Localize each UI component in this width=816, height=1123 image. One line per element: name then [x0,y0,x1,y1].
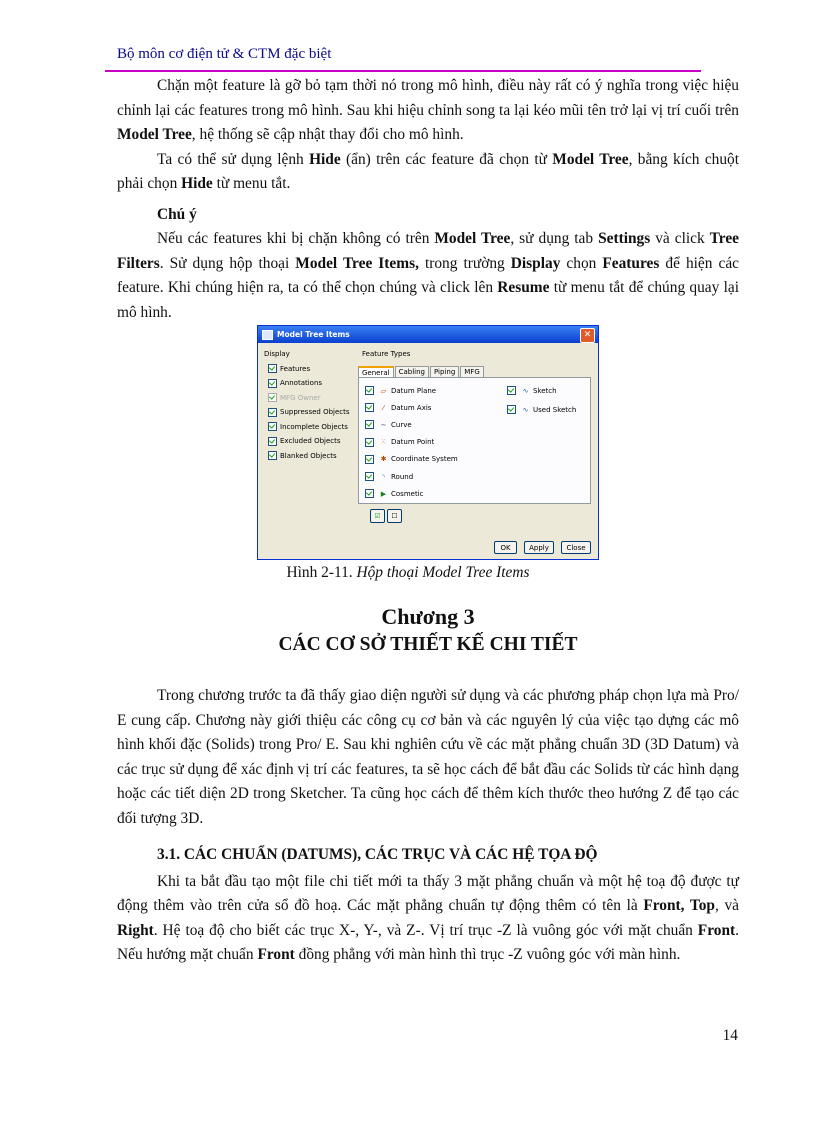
model-tree-items-dialog [257,325,599,560]
checkbox[interactable] [365,403,374,412]
checkbox[interactable] [268,408,277,417]
feature-type-label: Datum Plane [391,386,437,395]
checkbox[interactable] [507,405,516,414]
feature-type-option[interactable] [507,386,557,395]
feature-type-label: Round [391,472,414,481]
checkbox[interactable] [268,364,277,373]
chapter-title: CÁC CƠ SỞ THIẾT KẾ CHI TIẾT [278,634,578,655]
feature-type-label: Sketch [533,386,557,395]
checkbox[interactable] [365,472,374,481]
display-option-label: MFG Owner [280,393,321,402]
display-option [268,393,321,402]
cosmetic-icon: ▶ [380,489,387,498]
header-rule [105,70,701,72]
select-all-button[interactable] [370,509,385,523]
checkbox[interactable] [365,386,374,395]
checkbox[interactable] [365,489,374,498]
tab-cabling[interactable]: Cabling [395,366,429,378]
figure-caption: Hình 2-11. Hộp thoại Model Tree Items [286,564,530,581]
checkbox[interactable] [268,437,277,446]
running-header: Bộ môn cơ điện tử & CTM đặc biệt [117,46,332,62]
datum-plane-icon: ▱ [380,386,387,395]
feature-type-option[interactable] [365,489,423,498]
display-option-label: Features [280,364,311,373]
paragraph-hide: Ta có thể sử dụng lệnh Hide (ẩn) trên các feature đã chọn từ Model Tree, bằng kích chuột phải chọn Hide từ menu tắt. [117,150,740,192]
tab-general[interactable]: General [358,366,394,378]
upper-text-block [117,74,739,325]
sketch-icon: ∿ [522,386,529,395]
apply-button[interactable]: Apply [524,541,554,554]
tab-mfg[interactable]: MFG [460,366,484,378]
checkbox[interactable] [268,379,277,388]
chapter-number: Chương 3 [381,604,475,629]
display-option[interactable] [268,437,341,446]
display-group-label: Display [264,350,290,358]
ok-button[interactable]: OK [494,541,517,554]
dialog-title: Model Tree Items [277,330,350,339]
used-sketch-icon: ∿ [522,405,529,414]
select-all-icon: ☑ [374,512,381,520]
paragraph-suppress: Chặn một feature là gỡ bỏ tạm thời nó trong mô hình, điều này rất có ý nghĩa trong việc hiệu chỉnh lại các features trong mô hình. Sau khi hiệu chỉnh song ta lại kéo mũi tên trở lại vị trí cuối trên Model Tree, hệ thống sẽ cập nhật thay đổi cho mô hình. [117,77,739,143]
display-option[interactable] [268,379,322,388]
feature-type-option[interactable] [507,405,576,414]
paragraph-datums: Khi ta bắt đầu tạo một file chi tiết mới ta thấy 3 mặt phẳng chuẩn và một hệ toạ độ được tự động thêm vào trên cửa sổ đồ hoạ. Các mặt phẳng chuẩn tự động thêm có tên là Front, Top, và Right. Hệ toạ độ cho biết các trục X-, Y-, và Z-. Vị trí trục -Z là vuông góc với mặt chuẩn Front. Nếu hướng mặt chuẩn Front đồng phẳng với màn hình thì trục -Z vuông góc với màn hình. [117,872,739,963]
display-option-label: Excluded Objects [280,437,341,445]
checkbox[interactable] [507,386,516,395]
feature-types-label: Feature Types [362,350,411,358]
feature-type-option[interactable] [365,420,412,429]
feature-type-option[interactable] [365,438,434,447]
checkbox [268,393,277,402]
lower-text-block [117,684,739,968]
display-option-label: Incomplete Objects [280,422,348,431]
dialog-titlebar [258,326,598,343]
display-option[interactable] [268,408,350,417]
checkbox[interactable] [365,455,374,464]
deselect-all-button[interactable] [387,509,402,523]
page-number: 14 [722,1027,738,1044]
curve-icon: ∼ [380,420,387,429]
tab-piping[interactable]: Piping [430,366,459,378]
checkbox[interactable] [268,422,277,431]
close-button[interactable]: Close [561,541,591,554]
datum-axis-icon: ⁄ [382,403,385,412]
feature-type-label: Datum Point [391,438,435,447]
display-option-label: Suppressed Objects [280,408,350,416]
feature-type-option[interactable] [365,386,436,395]
window-icon [262,330,273,340]
coordinate-system-icon: ✱ [380,455,387,464]
display-option-label: Annotations [280,379,323,387]
feature-type-label: Coordinate System [391,455,458,464]
display-option[interactable] [268,422,348,431]
display-option[interactable] [268,364,310,373]
display-option-label: Blanked Objects [280,451,337,460]
note-heading: Chú ý [157,205,197,223]
feature-type-label: Cosmetic [391,489,424,498]
checkbox[interactable] [365,420,374,429]
feature-type-option[interactable] [365,403,431,412]
paragraph-chapter-intro: Trong chương trước ta đã thấy giao diện người sử dụng và các phương pháp chọn lựa mà Pro/ E cung cấp. Chương này giới thiệu các công cụ cơ bản và các nguyên lý của việc tạo dựng các mô hình khối đặc (Solids) trong Pro/ E. Sau khi nghiên cứu về các mặt phẳng chuẩn 3D (3D Datum) và các trục sử dụng để xác định vị trí các features, ta sẽ học cách để bắt đầu các Solids từ các hình dạng hoặc các tiết diện 2D trong Sketcher. Ta cũng học cách để thêm kích thước theo hướng Z để tạo các đối tượng 3D. [117,687,739,827]
close-icon[interactable]: ✕ [580,328,595,343]
section-heading: 3.1. CÁC CHUẨN (DATUMS), CÁC TRỤC VÀ CÁC HỆ TỌA ĐỘ [157,846,598,863]
feature-type-option[interactable] [365,472,413,481]
feature-type-option[interactable] [365,455,458,464]
deselect-all-icon: ☐ [391,512,398,520]
paragraph-note: Nếu các features khi bị chặn không có trên Model Tree, sử dụng tab Settings và click Tree Filters. Sử dụng hộp thoại Model Tree Items, trong trường Display chọn Features để hiện các feature. Khi chúng hiện ra, ta có thể chọn chúng và click lên Resume từ menu tắt để chúng quay lại mô hình. [117,230,740,321]
feature-type-label: Datum Axis [391,403,432,412]
feature-type-label: Used Sketch [533,405,577,414]
checkbox[interactable] [268,451,277,460]
display-option[interactable] [268,451,337,460]
checkbox[interactable] [365,438,374,447]
feature-type-label: Curve [391,420,412,429]
datum-point-icon: ⁙ [380,438,387,447]
general-tab-panel [358,377,591,504]
round-icon: ◝ [382,472,385,481]
